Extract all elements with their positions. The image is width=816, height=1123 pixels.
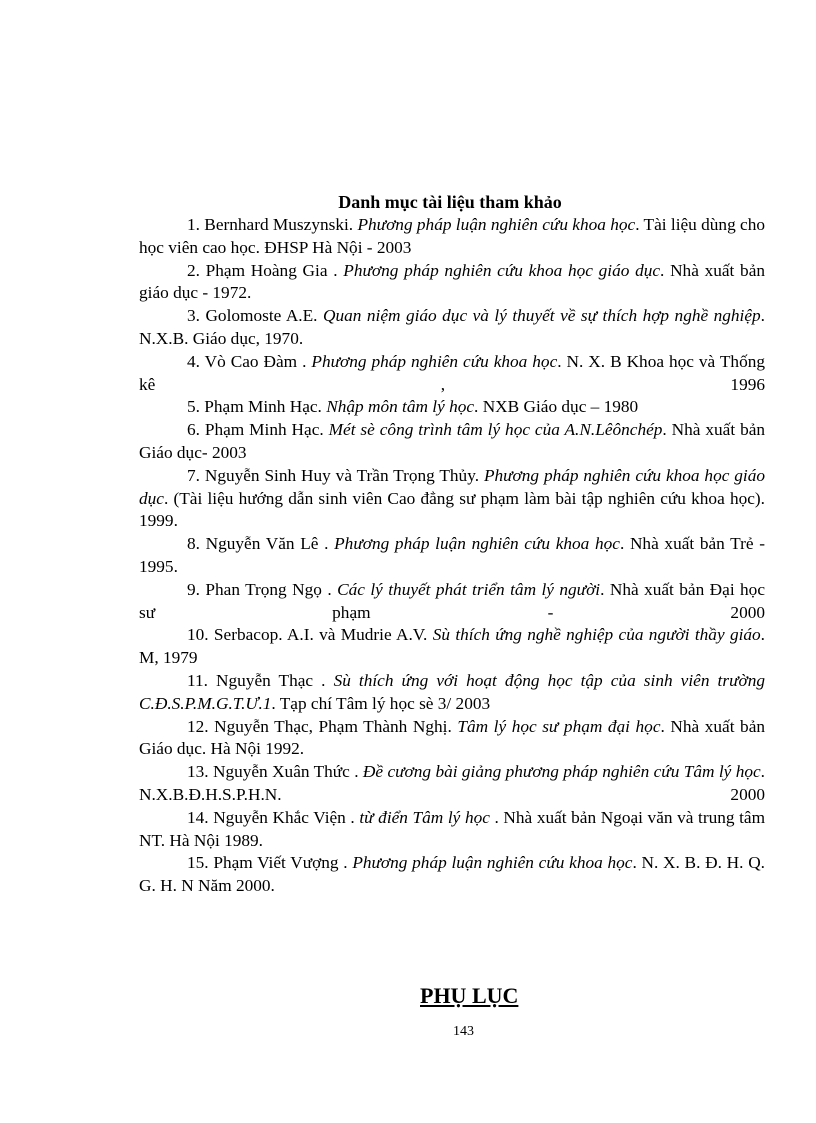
reference-author: 13. Nguyễn Xuân Thức .: [187, 762, 359, 782]
reference-title: Sù thích ứng với hoạt động học tập của sinh viên trường C.Đ.S.P.M.G.T.Ư.1: [139, 670, 766, 713]
reference-details: . Nhà xuất bản Giáo dục. Hà Nội 1992.: [139, 716, 766, 759]
reference-author: 3. Golomoste A.E.: [187, 306, 318, 326]
reference-details: . Nhà xuất bản Trẻ - 1995.: [139, 534, 765, 576]
reference-item: [139, 579, 765, 625]
reference-title: từ điển Tâm lý học: [359, 807, 490, 827]
reference-details: . N. X. B Khoa học và Thống kê , 1996: [139, 351, 765, 394]
reference-author: 15. Phạm Viết Vượng .: [187, 853, 348, 873]
appendix-heading: PHỤ LỤC: [420, 983, 519, 1008]
reference-details: . (Tài liệu hướng dẫn sinh viên Cao đẳng sư phạm làm bài tập nghiên cứu khoa học). 1999.: [139, 488, 765, 531]
reference-title: Phương pháp nghiên cứu khoa học giáo dục: [139, 465, 765, 508]
reference-details: . Nhà xuất bản giáo dục - 1972.: [139, 260, 766, 303]
reference-details: . M, 1979: [139, 625, 765, 668]
reference-title: Nhập môn tâm lý học: [326, 397, 475, 417]
reference-details: . N.X.B.Đ.H.S.P.H.N. 2000: [139, 762, 765, 804]
reference-author: 10. Serbacop. A.I. và Mudrie A.V.: [187, 625, 428, 645]
reference-author: 11. Nguyễn Thạc .: [187, 670, 326, 690]
reference-details: . Nhà xuất bản Giáo dục- 2003: [139, 420, 766, 462]
reference-author: 1. Bernhard Muszynski.: [187, 215, 354, 234]
reference-author: 5. Phạm Minh Hạc.: [187, 397, 322, 417]
reference-author: 8. Nguyễn Văn Lê .: [187, 534, 329, 554]
reference-author: 6. Phạm Minh Hạc.: [187, 420, 324, 440]
reference-details: . Nhà xuất bản Ngoại văn và trung tâm NT. Hà Nội 1989.: [139, 807, 766, 850]
reference-details: . N.X.B. Giáo dục, 1970.: [139, 306, 765, 348]
reference-item: [139, 214, 765, 260]
reference-title: Quan niệm giáo dục và lý thuyết về sự thích hợp nghề nghiệp: [323, 306, 761, 326]
reference-item: [139, 419, 765, 465]
reference-item: [139, 807, 765, 853]
reference-title: Đề cương bài giảng phương pháp nghiên cứu Tâm lý học: [362, 762, 761, 782]
reference-details: . Nhà xuất bản Đại học sư phạm - 2000: [139, 579, 765, 622]
reference-title: Phương pháp nghiên cứu khoa học: [311, 351, 558, 371]
reference-author: 12. Nguyễn Thạc, Phạm Thành Nghị.: [187, 716, 452, 736]
reference-title: Phương pháp luận nghiên cứu khoa học: [334, 534, 620, 554]
reference-item: [139, 761, 765, 807]
reference-title: Sù thích ứng nghề nghiệp của người thầy giáo: [432, 625, 761, 645]
reference-title: Tâm lý học sư phạm đại học: [457, 716, 661, 736]
reference-title: Mét sè công trình tâm lý học của A.N.Lêônchép: [328, 420, 663, 440]
reference-author: 4. Vò Cao Đàm .: [187, 351, 307, 371]
reference-title: Phương pháp nghiên cứu khoa học giáo dục: [343, 260, 661, 280]
reference-author: 2. Phạm Hoàng Gia .: [187, 260, 338, 280]
reference-item: [139, 852, 765, 898]
reference-details: . NXB Giáo dục – 1980: [474, 397, 639, 417]
reference-item: [139, 670, 765, 716]
reference-author: 9. Phan Trọng Ngọ .: [187, 579, 332, 599]
reference-list: [139, 214, 765, 898]
reference-item: [139, 260, 765, 306]
reference-author: 14. Nguyễn Khắc Viện .: [187, 807, 355, 827]
reference-item: [139, 465, 765, 533]
reference-author: 7. Nguyễn Sinh Huy và Trần Trọng Thủy.: [187, 465, 480, 485]
page-number: 143: [453, 1024, 474, 1039]
reference-item: [139, 351, 765, 397]
reference-item: [139, 716, 765, 762]
reference-item: [139, 533, 765, 579]
reference-title: Phương pháp luận nghiên cứu khoa học: [352, 853, 633, 873]
reference-item: [139, 305, 765, 351]
reference-title: Các lý thuyết phát triển tâm lý người: [337, 579, 601, 599]
reference-item: [139, 396, 765, 419]
page-title: Danh mục tài liệu tham khảo: [338, 192, 562, 212]
reference-details: . Tạp chí Tâm lý học sè 3/ 2003: [271, 693, 491, 713]
reference-details: . Tài liệu dùng cho học viên cao học. ĐHSP Hà Nội - 2003: [139, 215, 765, 257]
reference-item: [139, 624, 765, 670]
reference-details: . N. X. B. Đ. H. Q. G. H. N Năm 2000.: [139, 853, 765, 896]
reference-title: Phương pháp luận nghiên cứu khoa học: [357, 215, 636, 234]
